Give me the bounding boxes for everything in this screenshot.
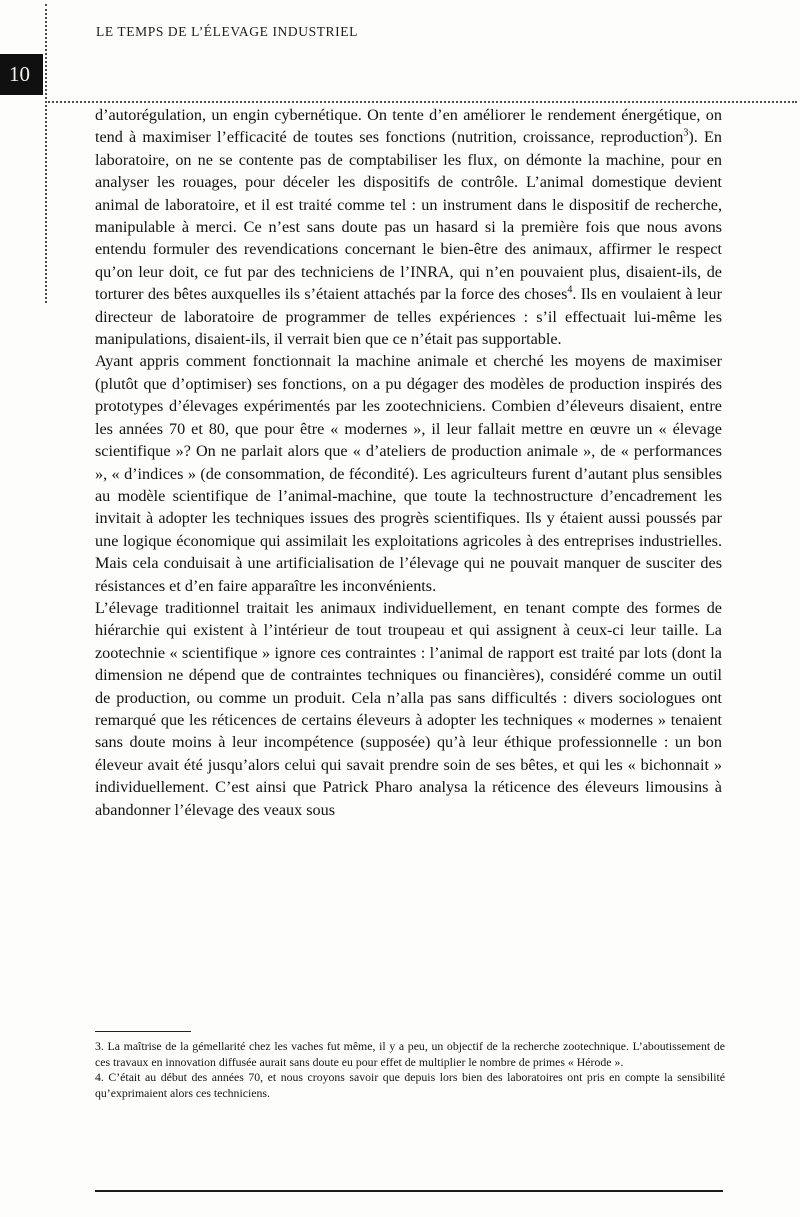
page-number: 10 (9, 62, 30, 86)
running-header (96, 24, 358, 40)
page-number-badge (0, 54, 43, 95)
footnote-ref-3: 3 (683, 128, 689, 140)
paragraph-2 (95, 350, 722, 596)
footnote-ref-4: 4 (567, 284, 573, 296)
left-dotted-border (45, 4, 47, 303)
paragraph-3 (95, 597, 722, 821)
bottom-page-rule (95, 1190, 723, 1192)
paragraph-1 (95, 104, 722, 350)
paragraph-text: L’élevage traditionnel traitait les animaux individuellement, en tenant compte des formes de hiérarchie qui existent à l’intérieur de tout troupeau et qui assignent à ceux-ci leur taille. La zootechnie « scientifique » ignore ces contraintes : l’animal de rapport est traité par lots (dont la dimension ne dépend que de contraintes techniques ou financières), considéré comme un outil de production, ou comme un produit. Cela n’alla pas sans difficultés : divers sociologues ont remarqué que les réticences de certains éleveurs à adopter les techniques « modernes » tenaient sans doute moins à leur incompétence (supposée) qu’à leur éthique professionnelle : un bon éleveur avait été jusqu’alors celui qui savait prendre soin de ses bêtes, et qui les « bichonnait » individuellement. C’est ainsi que Patrick Pharo analysa la réticence des éleveurs limousins à abandonner l’élevage des veaux sous (95, 598, 722, 819)
footnotes-section (95, 1031, 725, 1101)
paragraph-text: Ayant appris comment fonctionnait la machine animale et cherché les moyens de maximiser (plutôt que d’optimiser) ses fonctions, on a pu dégager des modèles de production inspirés des prototypes d’élevages expérimentés par les zootechniciens. Combien d’éleveurs disaient, entre les années 70 et 80, que pour être « modernes », il leur fallait mettre en œuvre un « élevage scientifique »? On ne parlait alors que « d’ateliers de production animale », de « performances », « d’indices » (de consommation, de fécondité). Les agriculteurs furent d’autant plus sensibles au modèle scientifique de l’animal-machine, que toute la technostructure d’encadrement les invitait à adopter les techniques issues des progrès scientifiques. Ils y étaient aussi poussés par une logique économique qui assimilait les exploitations agricoles à des entreprises industrielles. Mais cela conduisait à une artificialisation de l’élevage qui ne pouvait manquer de susciter des résistances et d’en faire apparaître les inconvénients. (95, 352, 722, 595)
footnote-4: 4. C’était au début des années 70, et nous croyons savoir que depuis lors bien des laboratoires ont pris en compte la sensibilité qu’exprimaient alors ces techniciens. (95, 1070, 725, 1100)
footnote-separator-rule (95, 1031, 191, 1032)
paragraph-text: d’autorégulation, un engin cybernétique. On tente d’en améliorer le rendement énergétique, on tend à maximiser l’efficacité de toutes ses fonctions (nutrition, croissance, reproduction (95, 106, 722, 147)
body-text (95, 104, 722, 821)
running-header-title: LE TEMPS DE L’ÉLEVAGE INDUSTRIEL (96, 24, 358, 39)
paragraph-text: . Ils en voulaient à leur directeur de laboratoire de programmer de telles expériences : s’il effectuait lui-même les manipulations, disaient-ils, il verrait bien que ce n’était pas supportable. (95, 285, 722, 349)
header-dotted-rule (45, 101, 797, 103)
paragraph-text: ). En laboratoire, on ne se contente pas de comptabiliser les flux, on démonte la machine, pour en analyser les rouages, pour déceler les dispositifs de contrôle. L’animal domestique devient animal de laboratoire, et il est traité comme tel : un instrument dans le dispositif de recherche, manipulable à merci. Ce n’est sans doute pas un hasard si la première fois que nous avons entendu formuler des revendications concernant le bien-être des animaux, affirmer le respect qu’on leur doit, ce fut par des techniciens de l’INRA, qui n’en pouvaient plus, disaient-ils, de torturer des bêtes auxquelles ils s’étaient attachés par la force des choses (95, 128, 722, 304)
footnote-3: 3. La maîtrise de la gémellarité chez les vaches fut même, il y a peu, un objectif de la recherche zootechnique. L’aboutissement de ces travaux en innovation diffusée aurait sans doute eu pour effet de multiplier le nombre de primes « Hérode ». (95, 1039, 725, 1069)
